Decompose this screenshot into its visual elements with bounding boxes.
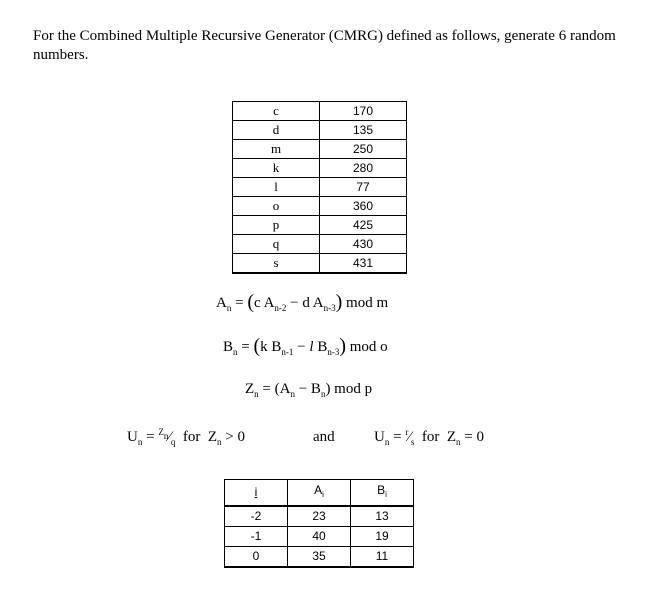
table-row <box>233 121 407 140</box>
param-value: 430 <box>320 235 407 254</box>
table-row <box>233 140 407 159</box>
param-key: c <box>233 102 320 121</box>
table-row <box>225 527 414 547</box>
cell-b: 11 <box>351 547 414 568</box>
cell-i: -2 <box>225 506 288 527</box>
cell-b: 19 <box>351 527 414 547</box>
problem-statement: For the Combined Multiple Recursive Generator (CMRG) defined as follows, generate 6 random numbers. <box>33 28 616 63</box>
table-row <box>233 235 407 254</box>
cell-b: 13 <box>351 506 414 527</box>
param-key: s <box>233 254 320 274</box>
param-key: o <box>233 197 320 216</box>
param-value: 250 <box>320 140 407 159</box>
equation-u-case-positive: $U_n$ = $^{Z_n}⁄_q$ for $Z_n > 0$ <box>127 427 245 447</box>
param-key: k <box>233 159 320 178</box>
equation-u-connector: and <box>313 429 335 445</box>
param-value: 170 <box>320 102 407 121</box>
header-b: $B_i$ <box>351 480 414 507</box>
table-row <box>225 506 414 527</box>
equation-u-case-zero: $U_n$ = $^r⁄_s$ for $Z_n = 0$ <box>374 427 484 447</box>
header-a: $A_i$ <box>288 480 351 507</box>
table-row <box>233 254 407 274</box>
param-value: 280 <box>320 159 407 178</box>
cell-a: 40 <box>288 527 351 547</box>
param-key: d <box>233 121 320 140</box>
cell-a: 35 <box>288 547 351 568</box>
equation-a: $A_n = (c$ $A_{n-2} - d$ $A_{n-3}$) mod m <box>216 291 389 313</box>
param-value: 360 <box>320 197 407 216</box>
table-row <box>233 159 407 178</box>
cell-a: 23 <box>288 506 351 527</box>
param-key: l <box>233 178 320 197</box>
param-key: m <box>233 140 320 159</box>
table-row <box>233 216 407 235</box>
table-row <box>225 547 414 568</box>
param-key: q <box>233 235 320 254</box>
param-key: p <box>233 216 320 235</box>
table-row <box>233 197 407 216</box>
cell-i: 0 <box>225 547 288 568</box>
initial-values-table <box>224 479 414 568</box>
cell-i: -1 <box>225 527 288 547</box>
param-value: 135 <box>320 121 407 140</box>
header-i: i <box>225 480 288 507</box>
param-value: 425 <box>320 216 407 235</box>
table-header-row <box>225 480 414 507</box>
table-row <box>233 178 407 197</box>
table-row <box>233 102 407 121</box>
equation-b: $B_n = (k$ $B_{n-1} - l$ $B_{n-3}$) mod o <box>223 335 388 357</box>
param-value: 77 <box>320 178 407 197</box>
equation-z: $Z_n = (A_n - B_n)$ mod p <box>245 381 373 399</box>
param-value: 431 <box>320 254 407 274</box>
parameter-table <box>232 101 407 274</box>
